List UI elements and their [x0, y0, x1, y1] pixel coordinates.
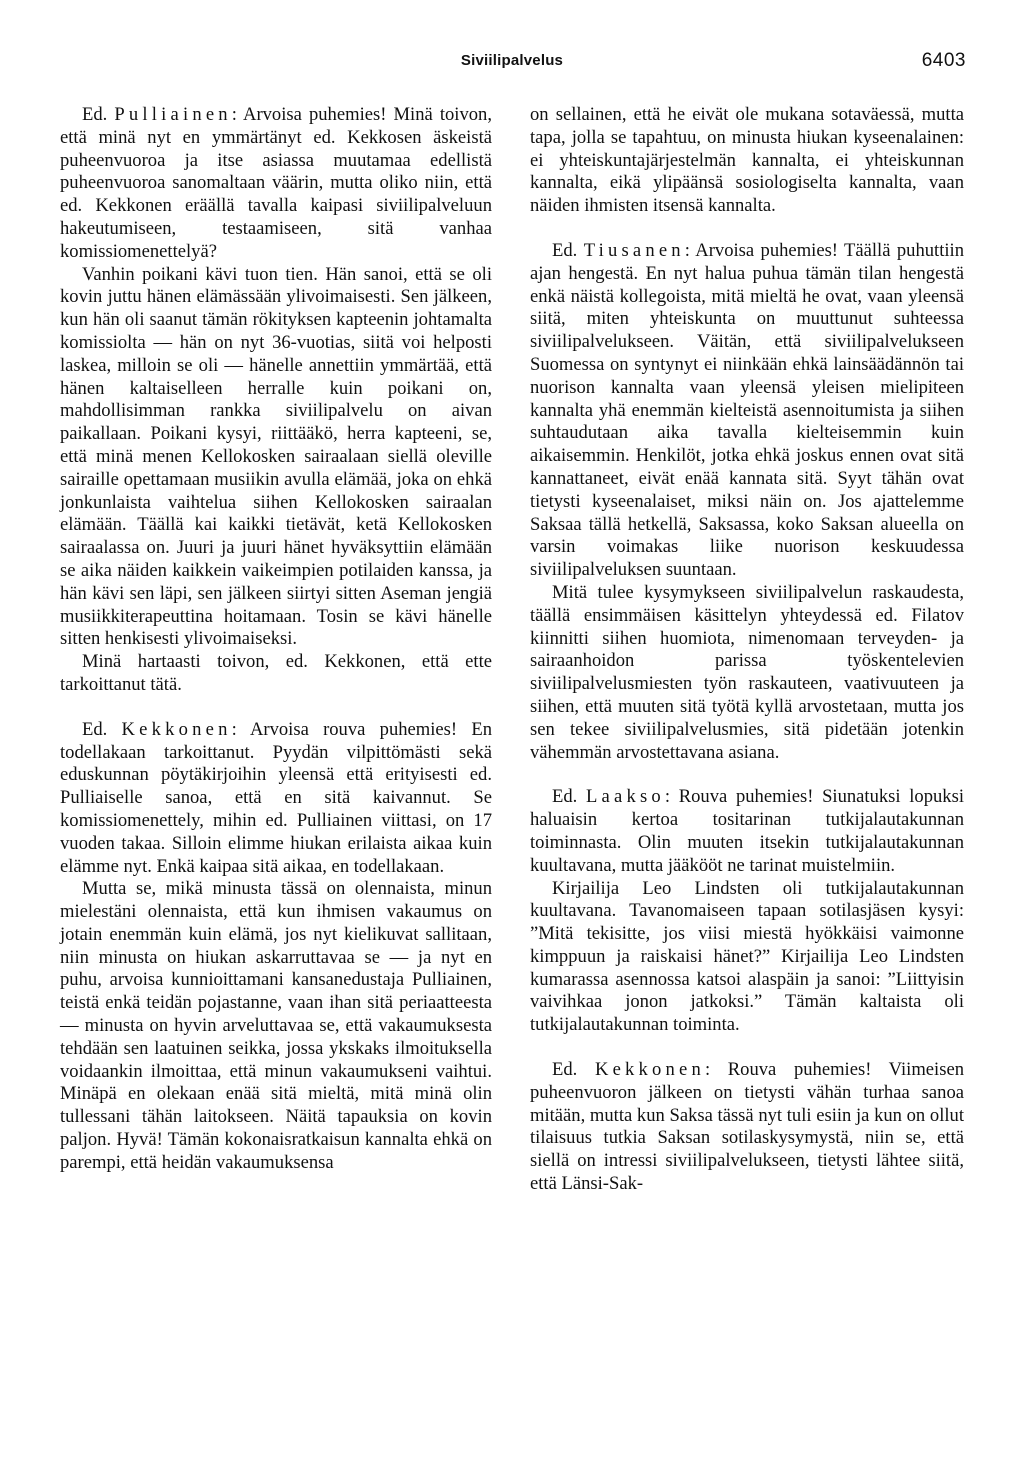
- paragraph: Vanhin poikani kävi tuon tien. Hän sanoi, että se oli kovin juttu hänen elämässään ylivoimaisesti. Sen jälkeen, kun hän oli saanut tämän rökityksen kapteenin johtamalta komissiolta — hän on nyt 36-vuotias, siitä voi helposti laskea, milloin se oli — hänelle annettiin ymmärtää, että hänen kaltaiselleen herralle kuin poikani on, mahdollisimman rankka siviilipalvelu on aivan paikallaan. Poikani kysyi, riittääkö, herra kapteeni, se, että minä menen Kellokosken sairaalaan siellä oleville sairaille opettamaan musiikin avulla elämää, joka on ehkä jonkunlaista vaihtelua siihen Kellokosken sairaalan elämään. Täällä kai kaikki tietävät, ketä Kellokosken sairaalassa on. Juuri ja juuri hänet hyväksyttiin elämään se aika näiden kaikkein vaikeimpien potilaiden kanssa, ja hän kävi sen läpi, sen jälkeen siirtyi sitten Aseman jengiä musiikkiterapeuttina hoitamaan. Tosin se kävi hänelle sitten henkisesti ylivoimaiseksi.: [60, 263, 492, 650]
- paragraph-tiusanen-speech: [530, 240, 964, 582]
- speaker-name: Laakso: [585, 786, 665, 808]
- paragraph: Kirjailija Leo Lindsten oli tutkijalautakunnan kuultavana. Tavanomaiseen tapaan sotilasjäsen kysyi: ”Mitä tekisitte, jos viisi miestä hyökkäisi vaimonne kimppuun ja raiskaisi hänet?” Kirjailija Leo Lindsten kumarassa asennossa katsoi alaspäin ja sanoi: ”Liittyisin vaivihkaa jonon jatkoksi.” Tämän kaltaista oli tutkijalautakunnan toiminta.: [530, 877, 964, 1036]
- paragraph-text: : Arvoisa puhemies! Täällä puhuttiin ajan hengestä. En nyt halua puhua tämän tilan hengestä enkä näistä kollegoista, mitä mieltä he ovat, vaan yleensä siitä, miten yhteiskunta on muuttunut suhteessa siviilipalvelukseen. Väitän, että siviilipalvelukseen Suomessa on syntynyt ei niinkään ehkä lainsäädännön tai nuorison kannalta vaan yleensä yleisen mielipiteen kannalta yhä enemmän kielteistä asennoitumista ja siihen suhtaudutaan aika tavalla kielteisemmin kuin aikaisemmin. Henkilöt, jotka ehkä joskus ennen ovat sitä kannattaneet, eivät enää kannata sitä. Syyt tähän ovat tietysti kyseenalaiset, miksi näin on. Jos ajattelemme Saksaa tällä hetkellä, Saksassa, koko Saksan alueella on varsin voimakas liike nuorison keskuudessa siviilipalveluksen suuntaan.: [530, 239, 964, 581]
- paragraph-text: : Rouva puhemies! Viimeisen puheenvuoron jälkeen on tietysti vähän turhaa sanoa mitään, mutta kun Saksa tässä nyt tuli esiin ja kun on ollut tilaisuus tutkia Saksan sotilaskysymystä, niin se, että siellä on intressi siviilipalvelukseen, tietysti lähtee siitä, että Länsi-Sak-: [530, 1059, 964, 1195]
- page-number: 6403: [921, 50, 966, 71]
- speaker-prefix: Ed.: [82, 104, 115, 125]
- paragraph-text: : Arvoisa rouva puhemies! En todellakaan tarkoittanut. Pyydän vilpittömästi sekä eduskunnan pöytäkirjoihin yleensä että erityisesti ed. Pulliaiselle sanoa, että en sitä kaivannut. Se komissiomenettely, mihin ed. Pulliainen viittasi, on 17 vuoden takaa. Silloin elimme hiukan erilaista aikaa kuin elämme nyt. Enkä kaipaa sitä aikaa, en todellakaan.: [60, 718, 492, 877]
- paragraph: Minä hartaasti toivon, ed. Kekkonen, että ette tarkoittanut tätä.: [60, 651, 492, 695]
- right-column: [530, 104, 964, 1196]
- speaker-prefix: Ed.: [552, 239, 584, 261]
- speaker-prefix: Ed.: [552, 786, 586, 808]
- paragraph-text: : Arvoisa puhemies! Minä toivon, että minä nyt en ymmärtänyt ed. Kekkosen äskeistä puheenvuoroa ja itse asiassa muutamaa edellistä puheenvuoroa sanomaltaan väärin, mutta oliko niin, että ed. Kekkonen eräällä tavalla kaipasi siviilipalveluun hakeutumiseen, testaamiseen, sitä vanhaa komissiomenettelyä?: [60, 104, 492, 262]
- speaker-name: Tiusanen: [583, 239, 685, 261]
- paragraph-laakso-speech: [530, 786, 964, 877]
- paragraph-continued: on sellainen, että he eivät ole mukana sotaväessä, mutta tapa, jolla se tapahtuu, on minusta hiukan kyseenalainen: ei yhteiskuntajärjestelmän kannalta, ei yhteiskunnan kannalta, eikä ylipäänsä sosiologiselta kannalta, vaan näiden ihmisten itsensä kannalta.: [530, 104, 964, 217]
- speaker-name: Kekkonen: [594, 1059, 705, 1081]
- paragraph-pulliainen-speech: [60, 104, 492, 264]
- speaker-name: Pulliainen: [114, 104, 232, 125]
- paragraph-text: : Rouva puhemies! Siunatuksi lopuksi haluaisin kertoa tositarinan tutkijalautakunnan toiminnasta. Olin muuten itsekin tutkijalautakunnan kuultavana, mutta jääkööt ne tarinat muistelmiin.: [530, 786, 965, 876]
- running-title: Siviilipalvelus: [460, 52, 564, 69]
- speaker-name: Kekkonen: [121, 718, 232, 740]
- left-column: [60, 104, 492, 1175]
- paragraph: Mitä tulee kysymykseen siviilipalvelun raskaudesta, täällä ensimmäisen käsittelyn yhteydessä ed. Filatov kiinnitti siihen huomiota, nimenomaan terveyden- ja sairaanhoidon parissa työskentelevien siviilipalvelusmiesten työn raskauteen, vaativuuteen ja siihen, että muuten sitä työtä kyllä arvostetaan, mutta jos sen tekee siviilipalvelusmies, sitä pidetään jotenkin vähemmän arvostettavana asiana.: [530, 581, 964, 763]
- running-header: [0, 52, 1024, 76]
- paragraph-kekkonen-speech: [60, 719, 492, 879]
- speaker-prefix: Ed.: [82, 718, 122, 740]
- speaker-prefix: Ed.: [552, 1059, 595, 1081]
- paragraph-kekkonen-speech-2: [530, 1059, 964, 1196]
- paragraph: Mutta se, mikä minusta tässä on olennaista, minun mielestäni olennaista, että kun ihmisen vakaumus on jotain enemmän kuin elämä, jos nyt kielikuvat sallitaan, niin minusta on hiukan askarruttavaa se — ja nyt en puhu, arvoisa kunnioittamani kansanedustaja Pulliainen, teistä enkä teidän pojastanne, vaan ihan sitä periaatteesta — minusta on hyvin arveluttavaa se, että vakaumuksesta tehdään sen laatuinen seikka, jossa ykskaks ilmoituksella voidaankin ilmoittaa, että minun vakaumukseni vaihtui. Minäpä en olekaan enää sitä mieltä, mitä minä olin tullessani tähän laitokseen. Näitä tapauksia on kovin paljon. Hyvä! Tämän kokonaisratkaisun kannalta ehkä on parempi, että heidän vakaumuksensa: [60, 878, 492, 1173]
